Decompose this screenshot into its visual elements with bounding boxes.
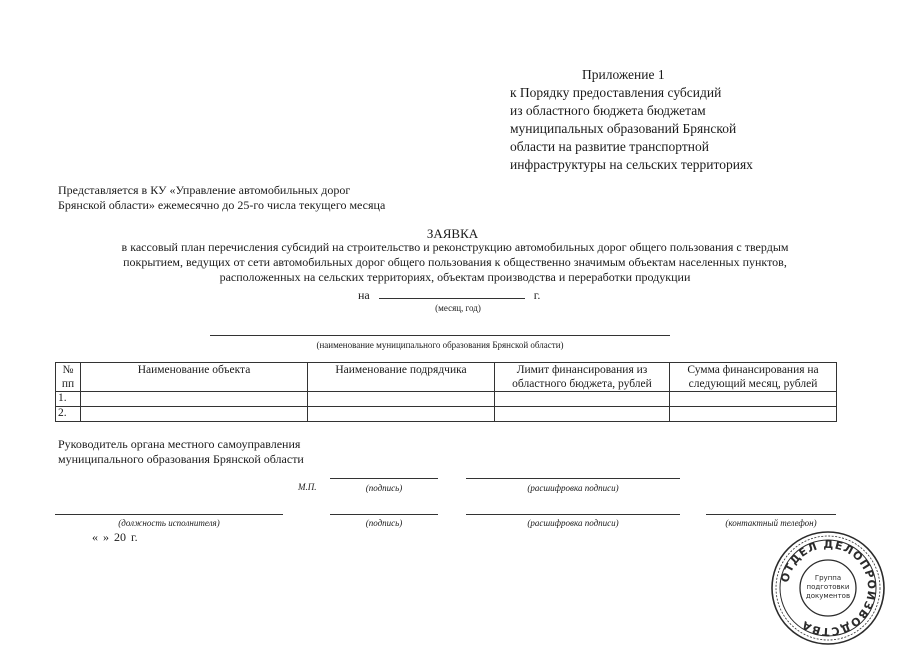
appendix-line: из областного бюджета бюджетам [510,103,706,118]
presented-line-2: Брянской области» ежемесячно до 25-го числа текущего месяца [58,198,386,212]
executor-decoding-line[interactable] [466,514,680,515]
municipality-blank[interactable] [210,335,670,336]
table-row [56,407,837,422]
svg-text:Группа: Группа [814,574,842,582]
document-purpose [40,240,870,285]
svg-text:ОТДЕЛ ДЕЛОПРОИЗВОДСТВА: ОТДЕЛ ДЕЛОПРОИЗВОДСТВА [778,537,879,639]
document-title: ЗАЯВКА [426,226,479,241]
executor-signature-line[interactable] [330,514,438,515]
municipality-hint: (наименование муниципального образования Брянской области) [316,340,564,350]
executor-signature-hint: (подпись) [365,518,403,528]
svg-text:документов: документов [805,592,851,600]
appendix-line: к Порядку предоставления субсидий [510,85,722,100]
object-cell[interactable] [81,392,308,407]
header-limit: Лимит финансирования из областного бюджета, рублей [495,363,670,392]
amount-cell[interactable] [670,392,837,407]
executor-decoding-hint: (расшифровка подписи) [527,518,619,528]
head-decoding-line[interactable] [466,478,680,479]
month-suffix: г. [533,288,541,302]
head-decoding-hint: (расшифровка подписи) [527,483,619,493]
header-number: № пп [56,363,81,392]
appendix-line: области на развитие транспортной [510,139,709,154]
month-year-blank[interactable] [379,287,525,299]
presented-to-note [58,183,385,213]
executor-position-hint: (должность исполнителя) [118,518,220,528]
row-number: 2. [56,407,81,422]
head-signature-hint: (подпись) [365,483,403,493]
month-prefix: на [358,288,370,302]
executor-phone-hint: (контактный телефон) [725,518,817,528]
object-cell[interactable] [81,407,308,422]
head-of-administration-label: Руководитель органа местного самоуправления муниципального образования Брянской области [58,437,304,466]
department-stamp [768,528,888,648]
head-signature-line[interactable] [330,478,438,479]
limit-cell[interactable] [495,392,670,407]
header-contractor: Наименование подрядчика [308,363,495,392]
appendix-title: Приложение 1 [582,67,665,82]
presented-line-1: Представляется в КУ «Управление автомобильных дорог [58,183,351,197]
appendix-line: муниципальных образований Брянской [510,121,737,136]
svg-text:подготовки: подготовки [806,583,850,591]
limit-cell[interactable] [495,407,670,422]
month-year-field [358,287,540,303]
purpose-line: покрытием, ведущих от сети автомобильных дорог общего пользования к общественно значимым объектам населенных пунктов, [123,255,787,269]
appendix-block [510,66,890,174]
header-object: Наименование объекта [81,363,308,392]
request-table [55,362,837,422]
executor-position-line[interactable] [55,514,283,515]
contractor-cell[interactable] [308,392,495,407]
row-number: 1. [56,392,81,407]
seal-placeholder: М.П. [298,482,317,492]
purpose-line: расположенных на сельских территориях, объектам производства и переработки продукции [219,270,691,284]
purpose-line: в кассовый план перечисления субсидий на строительство и реконструкцию автомобильных дорог общего пользования с твердым [121,240,789,254]
contractor-cell[interactable] [308,407,495,422]
amount-cell[interactable] [670,407,837,422]
date-line: « » 20 г. [92,530,138,544]
table-row [56,392,837,407]
executor-phone-line[interactable] [706,514,836,515]
table-header-row [56,363,837,392]
month-year-hint: (месяц, год) [435,303,481,313]
header-amount: Сумма финансирования на следующий месяц, рублей [670,363,837,392]
appendix-line: инфраструктуры на сельских территориях [510,157,753,172]
